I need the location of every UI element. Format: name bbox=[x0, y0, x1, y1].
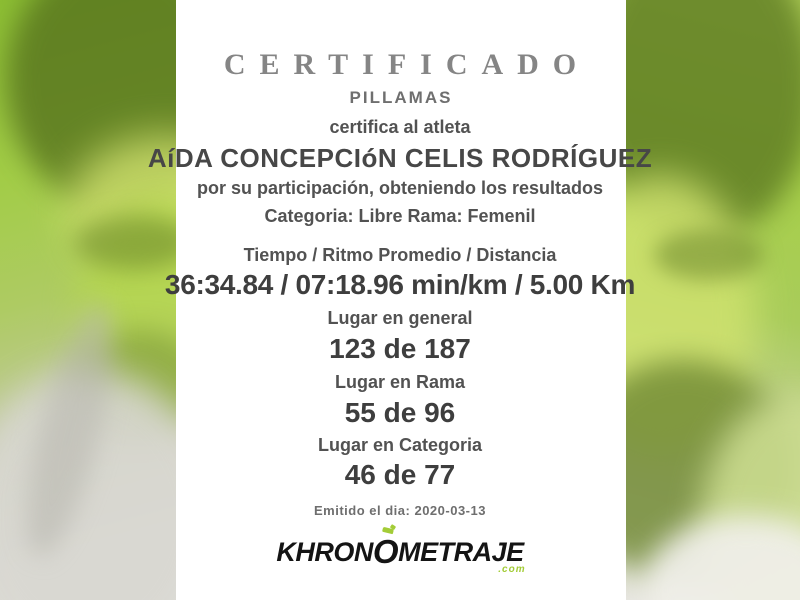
logo-text-left: KHRON bbox=[276, 537, 373, 567]
category-line: Categoria: Libre Rama: Femenil bbox=[264, 206, 536, 226]
participation-text: por su participación, obteniendo los resultados bbox=[196, 178, 604, 198]
ranking-label-rama: Lugar en Rama bbox=[334, 372, 466, 392]
ranking-label-categoria: Lugar en Categoria bbox=[317, 435, 483, 455]
certificate-title: CERTIFICADO bbox=[223, 48, 591, 81]
athlete-name: AíDA CONCEPCIóN CELIS RODRÍGUEZ bbox=[147, 143, 653, 173]
logo-row bbox=[0, 519, 800, 575]
ranking-value-rama: 55 de 96 bbox=[344, 397, 456, 428]
ranking-value-categoria: 46 de 77 bbox=[344, 459, 456, 490]
logo-dot-com: .com bbox=[498, 564, 526, 575]
ranking-label-general: Lugar en general bbox=[327, 308, 473, 328]
certifies-label: certifica al atleta bbox=[329, 117, 471, 137]
khronometraje-logo bbox=[276, 533, 526, 575]
ranking-value-general: 123 de 187 bbox=[329, 333, 471, 364]
logo-text-right: METRAJE bbox=[398, 537, 524, 567]
logo-o-glyph: O bbox=[372, 533, 399, 570]
event-name: PILLAMAS bbox=[349, 88, 453, 107]
logo-letter-o bbox=[373, 535, 398, 568]
issued-date: Emitido el dia: 2020-03-13 bbox=[314, 503, 486, 518]
results-header: Tiempo / Ritmo Promedio / Distancia bbox=[243, 245, 557, 265]
results-values: 36:34.84 / 07:18.96 min/km / 5.00 Km bbox=[164, 269, 636, 300]
